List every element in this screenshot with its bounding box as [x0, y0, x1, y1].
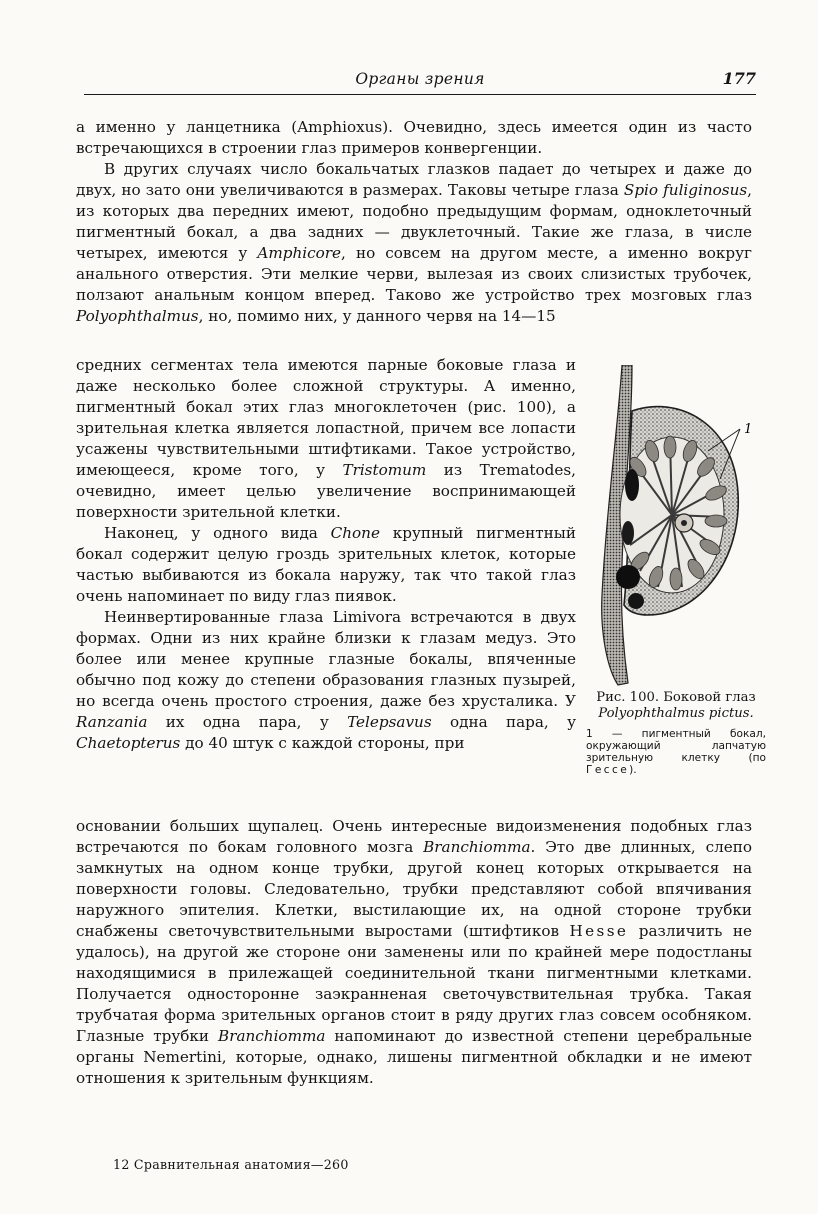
eye-illustration [588, 365, 764, 695]
species-name: Amphicore [257, 244, 342, 262]
paragraph-4 [76, 607, 576, 754]
page-number: 177 [722, 69, 756, 88]
paragraph-4-continued [76, 816, 752, 1089]
text-run: их одна пара, у [147, 713, 348, 731]
species-name: Polyophthalmus [76, 307, 199, 325]
species-name: Spio fuliginosus [623, 181, 748, 199]
running-head [84, 66, 756, 95]
text-run: , но, помимо них, у данного червя на 14—15 [198, 307, 556, 325]
text-run: Наконец, у одного вида [104, 524, 331, 542]
body-text-bottom [76, 816, 752, 1089]
figure-caption [586, 690, 766, 776]
body-text-top [76, 117, 752, 327]
species-name: Tristomum [342, 461, 427, 479]
text-run: до 40 штук с каждой стороны, при [180, 734, 465, 752]
text-run: В других случаях число бокальчатых глазков падает до четырех и даже до двух, но зато они увеличиваются в размерах. Таковы четыре глаза [76, 160, 752, 199]
text-run: а именно у ланцетника (Amphioxus). Очевидно, здесь имеется один из часто встречающихся в строении глаз примеров конвергенции. [76, 118, 752, 157]
paragraph-3 [76, 523, 576, 607]
figure-legend [586, 728, 766, 776]
figure-label: 1 [744, 422, 753, 437]
text-run: , но совсем на другом месте, а именно вокруг анального отверстия. Эти мелкие черви, вылезая из своих слизистых трубочек, ползают анальным концом вперед. Таково же устройство трех мозговых глаз [76, 244, 752, 304]
species-name: Branchiomma [218, 1027, 326, 1045]
text-run: средних сегментах тела имеются парные боковые глаза и даже несколько более сложной структуры. А именно, пигментный бокал этих глаз многоклеточен (рис. 100), а зрительная клетка является лопастной, причем все лопасти усажены чувствительными штифтиками. Такое устройство, имеющееся, кроме того, у [76, 356, 576, 479]
legend-text: ). [629, 764, 637, 776]
text-run: , из которых два передних имеют, подобно предыдущим формам, одноклеточный пигментный бокал, а два задних — двуклеточный. Такие же глаза, в числе четырех, имеются у [76, 181, 752, 262]
paragraph-2-continued [76, 355, 576, 523]
text-run: напоминают до известной степени церебральные органы Nemertini, которые, однако, лишены пигментной обкладки и не имеют отношения к зрительным функциям. [76, 1027, 753, 1087]
body-text-wrapped [76, 355, 576, 754]
species-name: Telepsavus [347, 713, 432, 731]
text-run: . Это две длинных, слепо замкнутых на одном конце трубки, другой конец которых открывается на поверхности головы. Следовательно, трубки представляют собой впячивания наружного эпителия. Клетки, выстилающие их, на одной стороне трубки снабжены светочувствительными выростами (штифтиков [76, 838, 753, 940]
text-run: различить не удалось), на другой же стороне они заменены или по крайней мере подостланы находящимися в прилежащей соединительной ткани пигментными клетками. Получается односторонне заэкранненая светочувствительная трубка. Такая трубчатая форма зрительных органов стоит в ряду других глаз совсем особняком. Глазные трубки [76, 922, 752, 1045]
running-title: Органы зрения [355, 70, 485, 88]
paragraph-2 [76, 159, 752, 327]
species-name: Chaetopterus [76, 734, 181, 752]
legend-author: Гессе [586, 764, 630, 776]
legend-text: 1 — пигментный бокал, окружающий лапчатую зрительную клетку (по [586, 728, 766, 764]
printer-signature: 12 Сравнительная анатомия—260 [113, 1157, 349, 1172]
caption-species: Polyophthalmus pictus. [598, 706, 754, 721]
species-name: Ranzania [76, 713, 148, 731]
text-run: одна пара, у [431, 713, 577, 731]
text-run: Неинвертированные глаза Limivora встречаются в двух формах. Одни из них крайне близки к глазам медуз. Это более или менее крупные глазные бокалы, впяченные обычно под кожу до степени образования глазных пузырей, но всегда очень простого строения, даже без хрусталика. У [76, 608, 576, 710]
author-name: Hesse [569, 922, 629, 940]
text-run: основании больших щупалец. Очень интересные видоизменения подобных глаз встречаются по бокам головного мозга [76, 817, 752, 856]
text-run: крупный пигментный бокал содержит целую гроздь зрительных клеток, которые частью выбиваются из бокала наружу, так что такой глаз очень напоминает по виду глаз пиявок. [76, 524, 576, 605]
species-name: Branchiomma [423, 838, 531, 856]
species-name: Chone [330, 524, 380, 542]
text-run: из Trematodes, очевидно, имеет целью увеличение воспринимающей поверхности зрительной клетки. [76, 461, 576, 521]
paragraph-1 [76, 117, 752, 159]
caption-text: Рис. 100. Боковой глаз [596, 690, 756, 705]
